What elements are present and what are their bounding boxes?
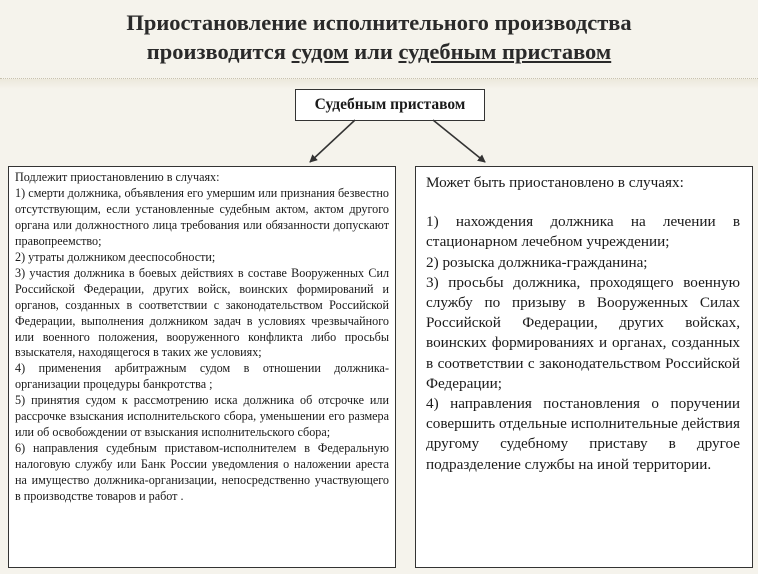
optional-item-2: 2) розыска должника-гражданина; xyxy=(426,253,648,271)
title-middle: или xyxy=(348,39,399,64)
optional-suspension-box xyxy=(415,166,753,568)
optional-item-3: 3) просьбы должника, проходящего военную службу по призыву в Вооруженных Силах Российской Федерации, других войсках, воинских формированиях и органах, созданных в соответствии с законодательством Российской Федерации; xyxy=(426,273,740,392)
arrow-left xyxy=(310,120,355,162)
bailiff-box-label: Судебным приставом xyxy=(314,96,466,113)
mandatory-item-3: 3) участия должника в боевых действиях в составе Вооруженных Сил Российской Федерации, других войск, воинских формирований и органов, созданных в соответствии с законодательством Российской Федерации, выполнения должником задач в условиях чрезвычайного или военного положения, вооруженного конфликта либо просьбы взыскателя, находящегося в таких же условиях; xyxy=(15,265,389,360)
optional-heading: Может быть приостановлено в случаях: xyxy=(426,174,684,191)
title-bailiff: судебным приставом xyxy=(398,39,612,64)
mandatory-item-6: 6) направления судебным приставом-исполнителем в Федеральную налоговую службу или Банк России уведомления о наложении ареста на имущество должника-организации, непосредственно участвующего в производстве товаров и работ . xyxy=(15,441,389,504)
mandatory-item-4: 4) применения арбитражным судом в отношении должника-организации процедуры банкротства ; xyxy=(15,361,389,392)
title-court: судом xyxy=(291,39,349,64)
mandatory-item-1: 1) смерти должника, объявления его умершим или признания безвестно отсутствующим, если установленные судебным актом, актом другого органа или должностного лица требования или обязанности допускают правопреемство; xyxy=(15,185,389,248)
title-line-1: Приостановление исполнительного производства xyxy=(126,10,632,35)
optional-item-1: 1) нахождения должника на лечении в стационарном лечебном учреждении; xyxy=(426,213,740,251)
mandatory-item-5: 5) принятия судом к рассмотрению иска должника об отсрочке или рассрочке взыскания исполнительского сбора, уменьшении его размера или об освобождении от взыскания исполнительского сбора; xyxy=(15,393,389,440)
mandatory-item-2: 2) утраты должником дееспособности; xyxy=(15,249,216,264)
optional-item-4: 4) направления постановления о поручении совершить отдельные исполнительные действия другому судебному приставу в другое подразделение службы на иной территории. xyxy=(426,395,740,473)
mandatory-heading: Подлежит приостановлению в случаях: xyxy=(15,170,220,184)
title-prefix: производится xyxy=(146,39,292,64)
arrow-right xyxy=(433,120,485,162)
mandatory-suspension-box xyxy=(8,166,396,568)
